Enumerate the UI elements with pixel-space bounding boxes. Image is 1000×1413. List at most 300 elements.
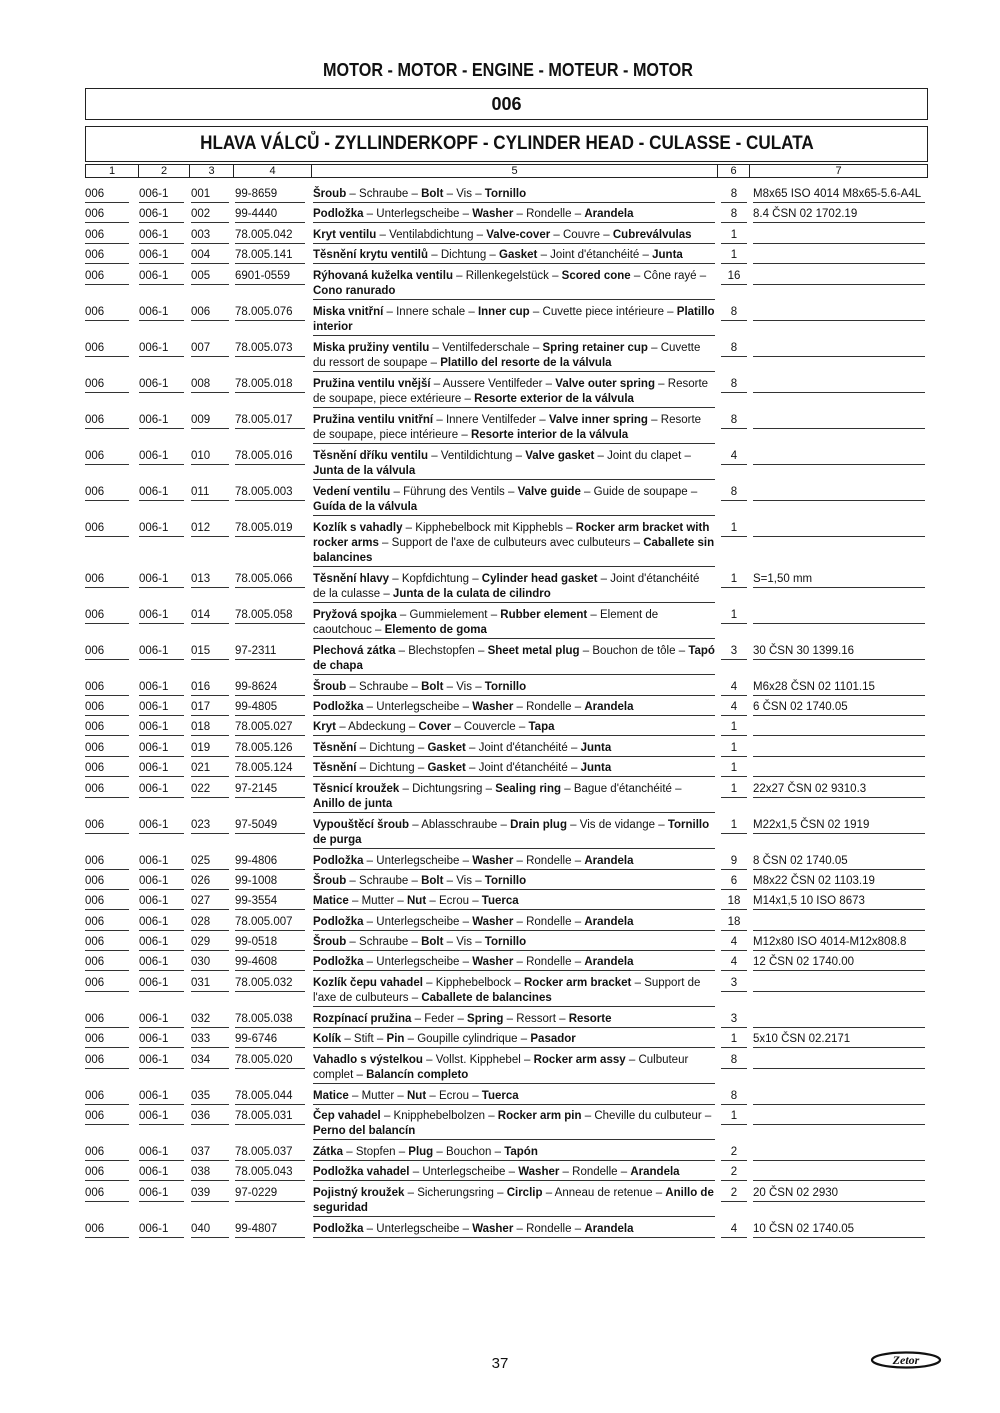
- specification-note: 6 ČSN 02 1740.05: [753, 700, 925, 716]
- description-de: Unterlegscheibe: [376, 854, 460, 867]
- description-en: Spring: [467, 1012, 504, 1025]
- description-en: Plug: [408, 1146, 434, 1159]
- column-header-5: 5: [312, 165, 718, 177]
- description-de: Schraube: [359, 874, 409, 887]
- description-es: Tapó de chapa: [313, 644, 715, 672]
- position-number: 033: [191, 1032, 229, 1048]
- column-header-2: 2: [139, 165, 190, 177]
- description-fr: Joint d'étanchéité de la culasse: [313, 572, 700, 600]
- subgroup-code: 006-1: [139, 207, 184, 223]
- part-number: 6901-0559: [235, 269, 305, 285]
- part-number: 78.005.044: [235, 1089, 305, 1105]
- position-number: 007: [191, 341, 229, 357]
- table-row: [85, 244, 928, 264]
- description-de: Schraube: [359, 680, 409, 693]
- description-cz: Miska vnitřní: [313, 305, 384, 318]
- position-number: 025: [191, 854, 229, 870]
- group-title: [85, 126, 928, 162]
- description-en: Valve inner spring: [548, 413, 648, 426]
- table-row: [85, 778, 928, 814]
- table-row: [85, 1049, 928, 1085]
- table-row: [85, 568, 928, 604]
- position-number: 018: [191, 720, 229, 736]
- specification-note: [753, 449, 925, 465]
- subgroup-code: 006-1: [139, 1222, 184, 1238]
- part-number: 78.005.016: [235, 449, 305, 465]
- description-es: Junta de la culata de cilindro: [392, 587, 551, 600]
- table-row: [85, 931, 928, 951]
- specification-note: [753, 720, 925, 736]
- quantity: 1: [721, 521, 747, 537]
- quantity: 8: [721, 207, 747, 223]
- position-number: 014: [191, 608, 229, 624]
- position-number: 034: [191, 1053, 229, 1069]
- part-description: Pojistný kroužek – Sicherungsring – Circlip – Anneau de retenue – Anillo de seguridad: [313, 1186, 715, 1217]
- subgroup-code: 006-1: [139, 1032, 184, 1048]
- subgroup-code: 006-1: [139, 248, 184, 264]
- position-number: 002: [191, 207, 229, 223]
- description-de: Abdeckung: [348, 721, 406, 734]
- part-description: Čep vahadel – Knipphebelbolzen – Rocker arm pin – Cheville du culbuteur – Perno del balancín: [313, 1109, 715, 1140]
- description-fr: Joint d'étanchéité: [478, 762, 568, 775]
- description-fr: Cuvette du ressort de soupape: [313, 341, 701, 369]
- description-en: Sealing ring: [495, 782, 562, 795]
- table-row: [85, 337, 928, 373]
- description-en: Scored cone: [561, 269, 631, 282]
- description-de: Feder: [424, 1012, 455, 1025]
- part-number: 78.005.124: [235, 761, 305, 777]
- quantity: 16: [721, 269, 747, 285]
- description-de: Unterlegscheibe: [376, 915, 460, 928]
- description-cz: Těsnicí kroužek: [313, 782, 400, 795]
- group-code: 006: [85, 1089, 129, 1105]
- part-number: 99-4805: [235, 700, 305, 716]
- position-number: 004: [191, 248, 229, 264]
- position-number: 012: [191, 521, 229, 537]
- quantity: 8: [721, 485, 747, 501]
- description-es: Arandela: [584, 915, 634, 928]
- quantity: 1: [721, 608, 747, 624]
- subgroup-code: 006-1: [139, 228, 184, 244]
- description-es: Tornillo: [484, 680, 527, 693]
- page-title: MOTOR - MOTOR - ENGINE - MOTEUR - MOTOR: [323, 60, 693, 80]
- specification-note: 8.4 ČSN 02 1702.19: [753, 207, 925, 223]
- description-fr: Support de l'axe de culbuteurs: [313, 976, 701, 1004]
- column-header-3: 3: [190, 165, 234, 177]
- position-number: 022: [191, 782, 229, 798]
- subgroup-code: 006-1: [139, 1089, 184, 1105]
- quantity: 1: [721, 248, 747, 264]
- group-code: 006: [85, 608, 129, 624]
- page-number: 37: [491, 1355, 509, 1372]
- description-fr: Vis: [456, 874, 472, 887]
- description-de: Rillenkegelstück: [465, 269, 549, 282]
- part-description: Matice – Mutter – Nut – Ecrou – Tuerca: [313, 894, 715, 910]
- description-fr: Support de l'axe de culbuteurs avec culbuteurs: [391, 536, 631, 549]
- part-number: 99-4440: [235, 207, 305, 223]
- part-description: Kryt ventilu – Ventilabdichtung – Valve-cover – Couvre – Cubreválvulas: [313, 228, 715, 244]
- subgroup-code: 006-1: [139, 305, 184, 321]
- part-description: Pružina ventilu vnější – Aussere Ventilfeder – Valve outer spring – Resorte de soupape, piece extérieure – Resorte exterior de la válvula: [313, 377, 715, 408]
- specification-note: [753, 521, 925, 537]
- description-es: Cubreválvulas: [612, 228, 692, 241]
- quantity: 1: [721, 761, 747, 777]
- group-code: 006: [85, 305, 129, 321]
- quantity: 3: [721, 1012, 747, 1028]
- description-de: Kopfdichtung: [401, 572, 469, 585]
- description-de: Innere Ventilfeder: [445, 413, 537, 426]
- quantity: 8: [721, 341, 747, 357]
- specification-note: 12 ČSN 02 1740.00: [753, 955, 925, 971]
- subgroup-code: 006-1: [139, 761, 184, 777]
- description-cz: Podložka vahadel: [313, 1166, 410, 1179]
- description-es: Caballete de balancines: [421, 991, 552, 1004]
- part-number: 78.005.038: [235, 1012, 305, 1028]
- logo-text: Zetor: [892, 1353, 920, 1367]
- specification-note: 22x27 ČSN 02 9310.3: [753, 782, 925, 798]
- description-fr: Rondelle: [526, 854, 572, 867]
- quantity: 1: [721, 782, 747, 798]
- subgroup-code: 006-1: [139, 894, 184, 910]
- description-en: Gasket: [427, 762, 466, 775]
- quantity: 4: [721, 680, 747, 696]
- position-number: 026: [191, 874, 229, 890]
- quantity: 8: [721, 413, 747, 429]
- group-code: 006: [85, 700, 129, 716]
- description-en: Pin: [386, 1033, 405, 1046]
- part-number: 97-2311: [235, 644, 305, 660]
- description-cz: Pojistný kroužek: [313, 1186, 405, 1199]
- subgroup-code: 006-1: [139, 485, 184, 501]
- subgroup-code: 006-1: [139, 782, 184, 798]
- table-row: [85, 409, 928, 445]
- group-code: 006: [85, 720, 129, 736]
- table-row: [85, 481, 928, 517]
- specification-note: [753, 413, 925, 429]
- subgroup-code: 006-1: [139, 608, 184, 624]
- description-fr: Couvercle: [463, 721, 516, 734]
- description-en: Washer: [472, 700, 514, 713]
- specification-note: M6x28 ČSN 02 1101.15: [753, 680, 925, 696]
- part-description: Podložka – Unterlegscheibe – Washer – Rondelle – Arandela: [313, 207, 715, 223]
- part-number: 99-8659: [235, 187, 305, 203]
- description-de: Innere schale: [396, 305, 466, 318]
- description-en: Cover: [418, 721, 452, 734]
- description-en: Rocker arm assy: [533, 1053, 626, 1066]
- quantity: 8: [721, 1089, 747, 1105]
- description-fr: Rondelle: [526, 700, 572, 713]
- part-description: Podložka – Unterlegscheibe – Washer – Rondelle – Arandela: [313, 854, 715, 870]
- subgroup-code: 006-1: [139, 1165, 184, 1181]
- group-code: 006: [85, 818, 129, 834]
- subgroup-code: 006-1: [139, 955, 184, 971]
- description-es: Arandela: [630, 1166, 680, 1179]
- quantity: 2: [721, 1145, 747, 1161]
- description-es: Tornillo de purga: [313, 818, 710, 846]
- part-description: Kryt – Abdeckung – Cover – Couvercle – Tapa: [313, 720, 715, 736]
- description-fr: Resorte de soupape, piece intérieure: [313, 413, 702, 441]
- specification-note: 8 ČSN 02 1740.05: [753, 854, 925, 870]
- description-de: Unterlegscheibe: [376, 208, 460, 221]
- specification-note: [753, 269, 925, 285]
- description-en: Spring retainer cup: [542, 341, 648, 354]
- part-description: Pružina ventilu vnitřní – Innere Ventilfeder – Valve inner spring – Resorte de soupape, piece intérieure – Resorte interior de la válvula: [313, 413, 715, 444]
- specification-note: [753, 608, 925, 624]
- description-de: Dichtung: [369, 741, 415, 754]
- part-number: 78.005.126: [235, 741, 305, 757]
- part-number: 78.005.043: [235, 1165, 305, 1181]
- description-cz: Šroub: [313, 874, 347, 887]
- group-code: 006: [85, 1165, 129, 1181]
- specification-note: [753, 1109, 925, 1125]
- description-cz: Těsnění hlavy: [313, 572, 390, 585]
- table-row: [85, 972, 928, 1008]
- description-es: Tapa: [528, 721, 555, 734]
- table-row: [85, 757, 928, 777]
- table-row: [85, 737, 928, 757]
- quantity: 8: [721, 305, 747, 321]
- group-code: 006: [85, 741, 129, 757]
- description-de: Mutter: [361, 895, 395, 908]
- part-description: Podložka – Unterlegscheibe – Washer – Rondelle – Arandela: [313, 915, 715, 931]
- description-fr: Element de caoutchouc: [313, 608, 659, 636]
- quantity: 6: [721, 874, 747, 890]
- table-row: [85, 951, 928, 971]
- specification-note: 30 ČSN 30 1399.16: [753, 644, 925, 660]
- description-de: Blechstopfen: [408, 644, 475, 657]
- table-row: [85, 890, 928, 910]
- subgroup-code: 006-1: [139, 1186, 184, 1202]
- part-description: Plechová zátka – Blechstopfen – Sheet metal plug – Bouchon de tôle – Tapó de chapa: [313, 644, 715, 675]
- table-row: [85, 224, 928, 244]
- description-es: Tornillo: [484, 874, 527, 887]
- position-number: 003: [191, 228, 229, 244]
- part-number: 99-4807: [235, 1222, 305, 1238]
- table-row: [85, 870, 928, 890]
- description-en: Valve-cover: [486, 228, 551, 241]
- description-fr: Rondelle: [572, 1166, 618, 1179]
- specification-note: M8x65 ISO 4014 M8x65-5.6-A4L: [753, 187, 925, 203]
- part-description: Těsnění – Dichtung – Gasket – Joint d'étanchéité – Junta: [313, 741, 715, 757]
- group-code: 006: [85, 874, 129, 890]
- position-number: 010: [191, 449, 229, 465]
- table-row: [85, 445, 928, 481]
- description-de: Ablasschraube: [421, 818, 498, 831]
- description-en: Gasket: [499, 249, 538, 262]
- part-description: Kozlík čepu vahadel – Kipphebelbock – Rocker arm bracket – Support de l'axe de culbuteurs – Caballete de balancines: [313, 976, 715, 1007]
- group-code: 006: [85, 894, 129, 910]
- part-description: Šroub – Schraube – Bolt – Vis – Tornillo: [313, 187, 715, 203]
- description-es: Junta: [580, 762, 612, 775]
- subgroup-code: 006-1: [139, 1053, 184, 1069]
- specification-note: [753, 976, 925, 992]
- description-cz: Podložka: [313, 915, 364, 928]
- position-number: 011: [191, 485, 229, 501]
- description-en: Washer: [472, 854, 514, 867]
- subgroup-code: 006-1: [139, 187, 184, 203]
- position-number: 038: [191, 1165, 229, 1181]
- description-fr: Bouchon de tôle: [592, 644, 676, 657]
- position-number: 008: [191, 377, 229, 393]
- part-description: Vedení ventilu – Führung des Ventils – Valve guide – Guide de soupape – Guída de la válvula: [313, 485, 715, 516]
- table-row: [85, 676, 928, 696]
- part-description: Podložka vahadel – Unterlegscheibe – Washer – Rondelle – Arandela: [313, 1165, 715, 1181]
- description-fr: Rondelle: [526, 1222, 572, 1235]
- group-code: 006: [85, 413, 129, 429]
- description-es: Arandela: [584, 854, 634, 867]
- quantity: 4: [721, 1222, 747, 1238]
- specification-note: [753, 915, 925, 931]
- position-number: 009: [191, 413, 229, 429]
- part-description: Vypouštěcí šroub – Ablasschraube – Drain plug – Vis de vidange – Tornillo de purga: [313, 818, 715, 849]
- description-es: Cono ranurado: [313, 284, 396, 297]
- part-description: Těsnicí kroužek – Dichtungsring – Sealing ring – Bague d'étanchéité – Anillo de junta: [313, 782, 715, 813]
- subgroup-code: 006-1: [139, 935, 184, 951]
- description-cz: Těsnění: [313, 741, 357, 754]
- subgroup-code: 006-1: [139, 413, 184, 429]
- table-row: [85, 716, 928, 736]
- position-number: 030: [191, 955, 229, 971]
- description-de: Unterlegscheibe: [376, 956, 460, 969]
- quantity: 1: [721, 818, 747, 834]
- position-number: 001: [191, 187, 229, 203]
- specification-note: [753, 1165, 925, 1181]
- description-es: Tornillo: [484, 936, 527, 949]
- description-cz: Rozpínací pružina: [313, 1012, 412, 1025]
- description-fr: Rondelle: [526, 208, 572, 221]
- specification-note: [753, 228, 925, 244]
- description-es: Resorte: [568, 1012, 612, 1025]
- group-code: 006: [85, 935, 129, 951]
- part-number: 99-4608: [235, 955, 305, 971]
- table-row: [85, 1008, 928, 1028]
- description-en: Nut: [406, 1089, 427, 1102]
- description-cz: Podložka: [313, 208, 364, 221]
- quantity: 4: [721, 955, 747, 971]
- specification-note: 5x10 ČSN 02.2171: [753, 1032, 925, 1048]
- position-number: 015: [191, 644, 229, 660]
- description-fr: Joint d'étanchéité: [550, 249, 640, 262]
- specification-note: 10 ČSN 02 1740.05: [753, 1222, 925, 1238]
- part-description: Podložka – Unterlegscheibe – Washer – Rondelle – Arandela: [313, 955, 715, 971]
- part-description: Těsnění – Dichtung – Gasket – Joint d'étanchéité – Junta: [313, 761, 715, 777]
- description-fr: Resorte de soupape, piece extérieure: [313, 377, 709, 405]
- column-numbers: [85, 164, 928, 178]
- group-code: 006: [85, 341, 129, 357]
- description-cz: Kryt: [313, 721, 337, 734]
- part-description: Kozlík s vahadly – Kipphebelbock mit Kipphebls – Rocker arm bracket with rocker arms – Support de l'axe de culbuteurs avec culbuteurs – Caballete sin balancines: [313, 521, 715, 567]
- table-row: [85, 1161, 928, 1181]
- group-code: 006: [85, 644, 129, 660]
- part-description: Vahadlo s výstelkou – Vollst. Kipphebel – Rocker arm assy – Culbuteur complet – Balancín completo: [313, 1053, 715, 1084]
- description-en: Sheet metal plug: [487, 644, 580, 657]
- description-cz: Kozlík čepu vahadel: [313, 976, 423, 989]
- description-de: Unterlegscheibe: [376, 1222, 460, 1235]
- position-number: 013: [191, 572, 229, 588]
- description-en: Washer: [518, 1166, 560, 1179]
- description-fr: Vis: [456, 680, 472, 693]
- description-fr: Rondelle: [526, 915, 572, 928]
- description-fr: Cône rayé: [643, 269, 697, 282]
- column-header-6: 6: [718, 165, 750, 177]
- description-cz: Rýhovaná kuželka ventilu: [313, 269, 453, 282]
- part-description: Těsnění krytu ventilů – Dichtung – Gasket – Joint d'étanchéité – Junta: [313, 248, 715, 264]
- specification-note: S=1,50 mm: [753, 572, 925, 588]
- part-number: 78.005.141: [235, 248, 305, 264]
- description-fr: Vis: [456, 936, 472, 949]
- subgroup-code: 006-1: [139, 269, 184, 285]
- description-es: Platillo interior: [313, 305, 715, 333]
- description-de: Kipphebelbock: [435, 976, 512, 989]
- table-row: [85, 640, 928, 676]
- description-de: Stopfen: [355, 1146, 396, 1159]
- quantity: 1: [721, 228, 747, 244]
- part-number: 78.005.019: [235, 521, 305, 537]
- description-fr: Rondelle: [526, 956, 572, 969]
- subgroup-code: 006-1: [139, 1012, 184, 1028]
- description-en: Cylinder head gasket: [481, 572, 598, 585]
- description-es: Caballete sin balancines: [313, 536, 715, 564]
- table-row: [85, 203, 928, 223]
- description-en: Bolt: [421, 680, 444, 693]
- description-es: Perno del balancín: [313, 1125, 416, 1138]
- description-de: Schraube: [359, 936, 409, 949]
- description-cz: Těsnění dříku ventilu: [313, 449, 429, 462]
- section-number: 006: [85, 88, 928, 120]
- quantity: 18: [721, 894, 747, 910]
- subgroup-code: 006-1: [139, 915, 184, 931]
- table-row: [85, 517, 928, 568]
- column-header-1: 1: [86, 165, 139, 177]
- subgroup-code: 006-1: [139, 1109, 184, 1125]
- position-number: 028: [191, 915, 229, 931]
- description-cz: Čep vahadel: [313, 1110, 381, 1123]
- part-number: 78.005.018: [235, 377, 305, 393]
- part-number: 99-4806: [235, 854, 305, 870]
- table-row: [85, 696, 928, 716]
- part-number: 99-3554: [235, 894, 305, 910]
- part-number: 99-6746: [235, 1032, 305, 1048]
- group-code: 006: [85, 521, 129, 537]
- table-row: [85, 1182, 928, 1218]
- description-cz: Pružina ventilu vnitřní: [313, 413, 434, 426]
- quantity: 2: [721, 1186, 747, 1202]
- specification-note: [753, 485, 925, 501]
- specification-note: [753, 761, 925, 777]
- column-header-4: 4: [234, 165, 312, 177]
- position-number: 040: [191, 1222, 229, 1238]
- position-number: 037: [191, 1145, 229, 1161]
- description-cz: Plechová zátka: [313, 644, 396, 657]
- specification-note: [753, 341, 925, 357]
- description-es: Arandela: [584, 700, 634, 713]
- quantity: 4: [721, 935, 747, 951]
- table-row: [85, 301, 928, 337]
- specification-note: [753, 741, 925, 757]
- group-code: 006: [85, 228, 129, 244]
- subgroup-code: 006-1: [139, 818, 184, 834]
- description-de: Ventilfederschale: [442, 341, 530, 354]
- group-title-text: HLAVA VÁLCŮ - ZYLLINDERKOPF - CYLINDER HEAD - CULASSE - CULATA: [199, 133, 814, 154]
- subgroup-code: 006-1: [139, 449, 184, 465]
- description-es: Platillo del resorte de la válvula: [440, 356, 612, 369]
- group-code: 006: [85, 1053, 129, 1069]
- description-en: Valve guide: [517, 485, 581, 498]
- description-es: Junta de la válvula: [313, 464, 416, 477]
- description-de: Dichtung: [440, 249, 487, 262]
- description-cz: Šroub: [313, 188, 347, 200]
- part-number: 78.005.003: [235, 485, 305, 501]
